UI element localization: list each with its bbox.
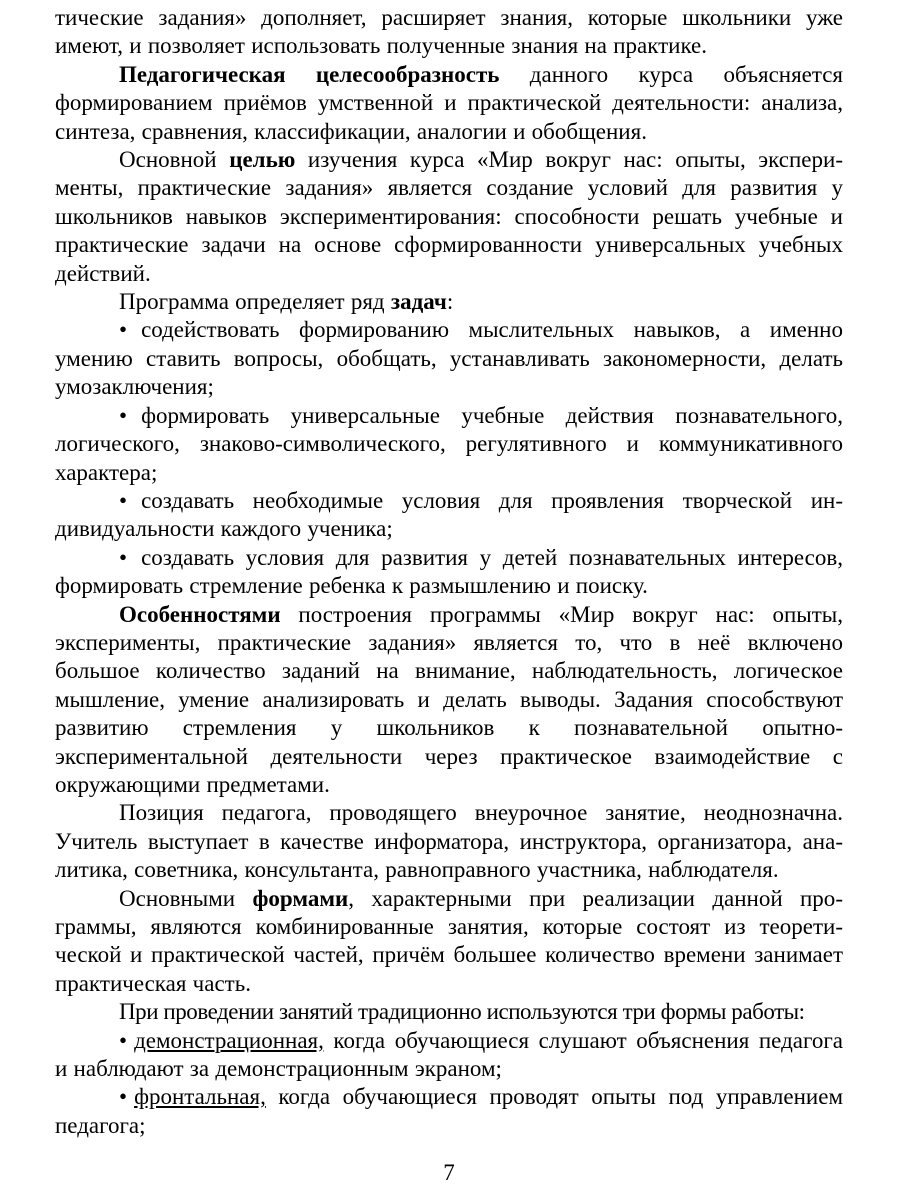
text-run: : (446, 289, 454, 315)
text-block (55, 4, 843, 1140)
text-run: изучения курса «Мир вокруг нас: опыты, эксперименты, практические задания» является создание условий для развития у школьников навыков экспериментирования: способности решать учебные и практические задачи на основе сформированности универсальных учебных действий. (55, 147, 843, 286)
text-run-bold: Особенностями (119, 601, 281, 627)
paragraph (55, 601, 843, 800)
bullet-item (55, 1083, 843, 1140)
page-number: 7 (443, 1160, 455, 1185)
bullet-icon: • (119, 317, 128, 343)
bullet-item (55, 1027, 843, 1084)
text-run: когда обучающиеся проводят опыты под управлением педагога; (55, 1084, 843, 1138)
text-run: создавать необходимые условия для проявления творческой индивидуальности каждого ученика; (55, 487, 843, 542)
text-run: Основной (119, 147, 230, 173)
text-run-bold: Педагогическая целесообразность (119, 61, 500, 87)
bullet-item (55, 402, 843, 487)
text-run: Программа определяет ряд (119, 289, 391, 315)
paragraph (55, 799, 843, 884)
text-run: Основными (119, 885, 253, 911)
bullet-icon: • (119, 1027, 128, 1053)
text-run-bold: формами (252, 885, 349, 911)
text-run: Позиция педагога, проводящего внеурочное занятие, неоднозначна. Учитель выступает в качестве информатора, инструктора, организатора, аналитика, советника, консультанта, равноправного участника, наблюдателя. (55, 800, 843, 883)
paragraph (55, 998, 843, 1026)
text-run: построения программы «Мир вокруг нас: опыты, эксперименты, практические задания» является то, что в неё включено большое количество заданий на внимание, наблюдательность, логическое мышление, умение анализировать и делать выводы. Задания способствуют развитию стремления у школьников к познавательной опытно-экспериментальной деятельности через практическое взаимодействие с окружающими предметами. (55, 601, 843, 797)
text-run-underline: фронтальная, (134, 1084, 266, 1110)
paragraph (55, 288, 843, 316)
text-run: тические задания» дополняет, расширяет знания, которые школьники уже имеют, и позволяет использовать полученные знания на практике. (55, 5, 843, 59)
bullet-icon: • (119, 544, 128, 570)
paragraph (55, 146, 843, 288)
bullet-icon: • (119, 487, 128, 513)
text-run: , характерными при реализации данной программы, являются комбинированные занятия, которые состоят из теоретической и практической частей, причём большее количество времени занимает практическая часть. (55, 885, 843, 996)
text-run: содействовать формированию мыслительных навыков, а именно умению ставить вопросы, обобщать, устанавливать закономерности, делать умозаключения; (55, 317, 843, 400)
bullet-item (55, 487, 843, 544)
paragraph (55, 885, 843, 999)
paragraph (55, 4, 843, 61)
text-run: создавать условия для развития у детей познавательных интересов, формировать стремление ребенка к размышлению и поиску. (55, 544, 843, 599)
text-run-bold: целью (229, 147, 296, 173)
text-run-bold: задач (390, 289, 447, 315)
text-run: формировать универсальные учебные действия познавательного, логического, знаково-символического, регулятивного и коммуникативного характера; (55, 402, 843, 485)
text-run-underline: демонстрационная, (134, 1027, 324, 1053)
text-run: При проведении занятий традиционно используются три формы работы: (119, 999, 805, 1025)
text-run: когда обучающиеся слушают объяснения педагога и наблюдают за демонстрационным экраном; (55, 1027, 843, 1082)
bullet-icon: • (119, 1084, 128, 1110)
bullet-item (55, 316, 843, 401)
bullet-icon: • (119, 402, 128, 428)
paragraph (55, 61, 843, 146)
text-run: данного курса объясняется формированием приёмов умственной и практической деятельности: анализа, синтеза, сравнения, классификации, аналогии и обобщения. (55, 61, 843, 144)
bullet-item (55, 544, 843, 601)
